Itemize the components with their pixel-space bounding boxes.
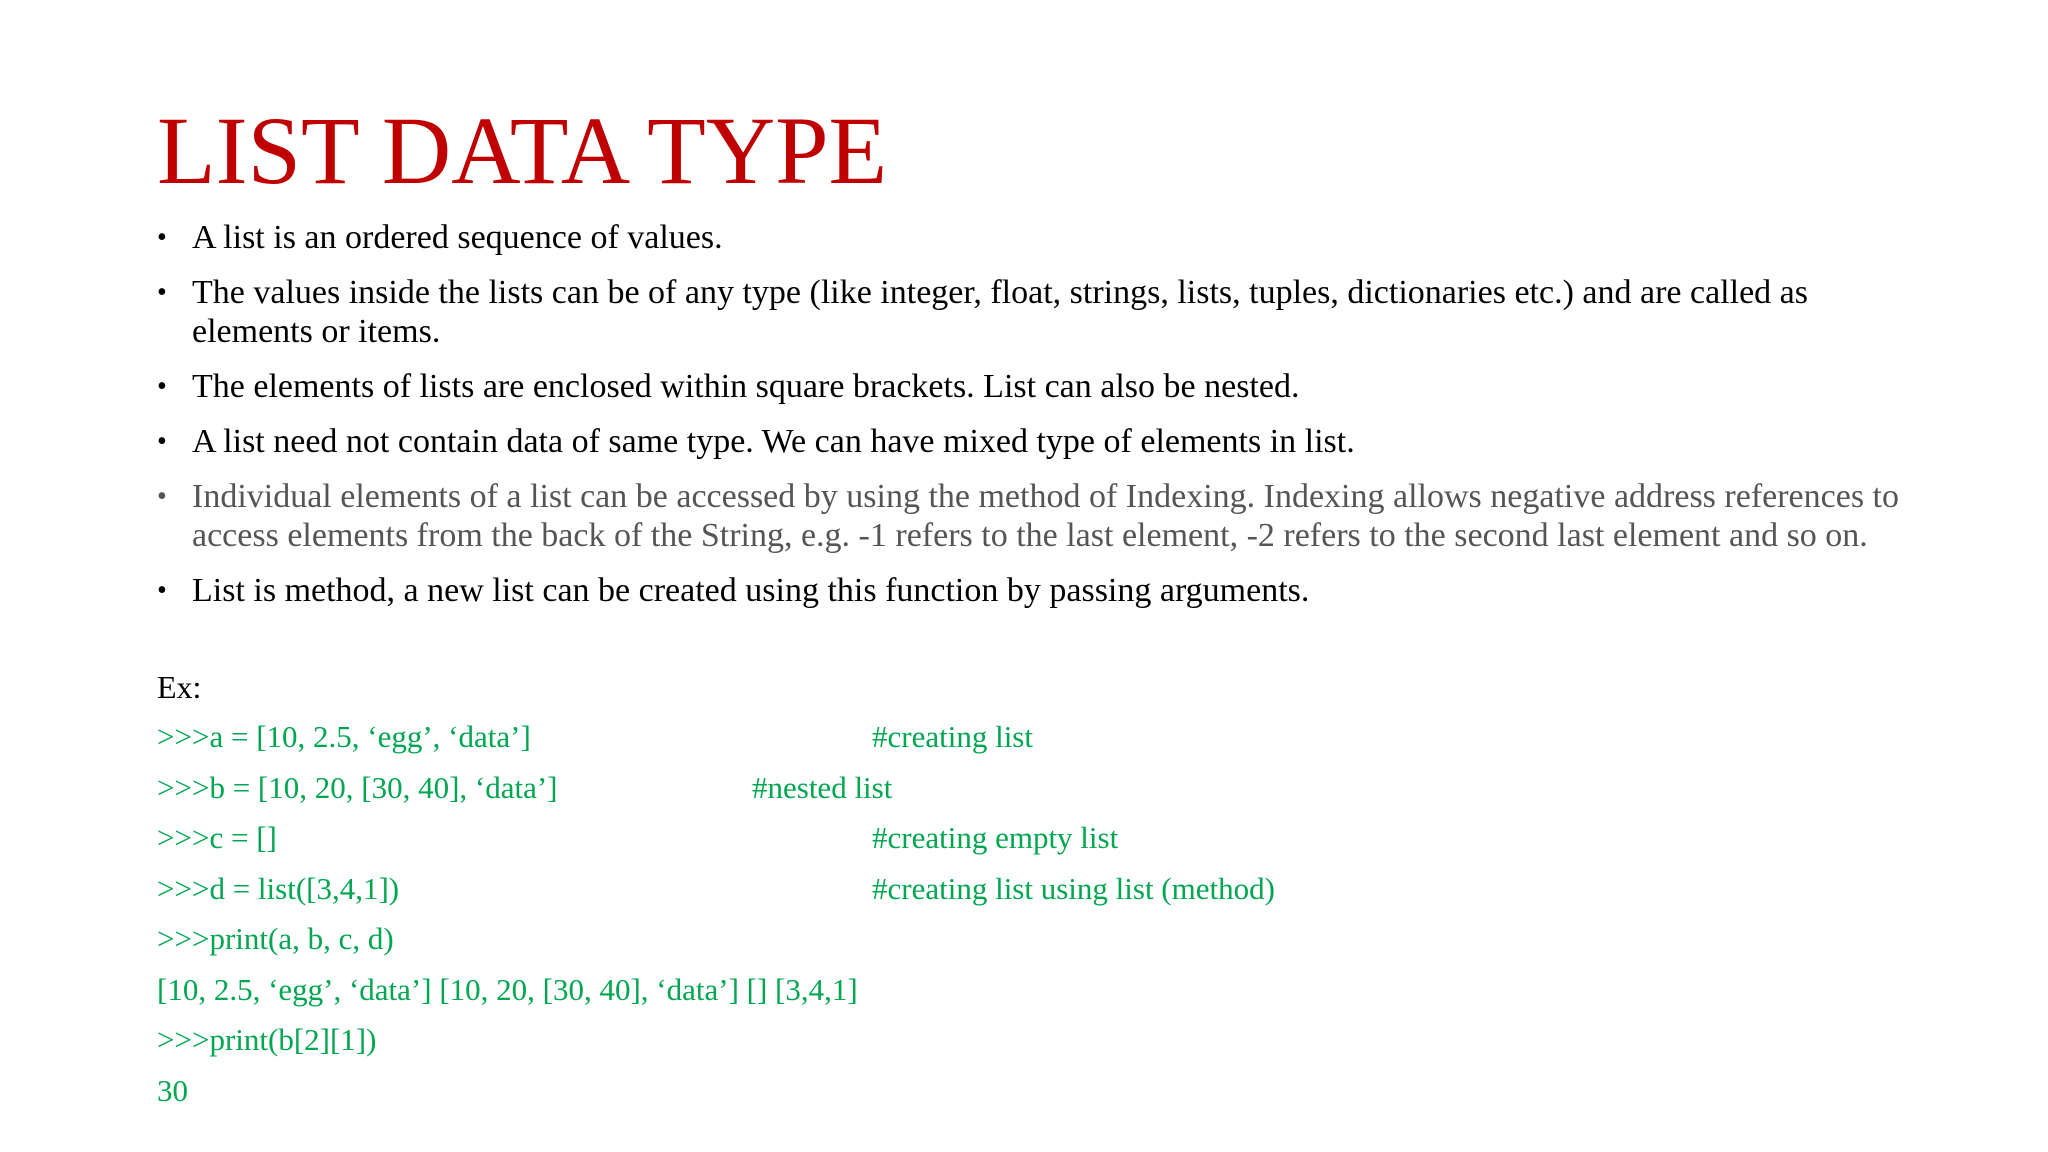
code-statement: >>>print(b[2][1]) xyxy=(157,1022,377,1057)
example-label: Ex: xyxy=(157,669,202,705)
bullet-item xyxy=(157,422,1917,461)
code-statement: >>>d = list([3,4,1]) xyxy=(157,870,400,906)
code-line xyxy=(157,718,1957,769)
bullet-text: List is method, a new list can be created using this function by passing arguments. xyxy=(192,572,1310,609)
code-line xyxy=(157,769,1957,820)
bullet-dot-icon: • xyxy=(157,426,167,457)
slide-title: LIST DATA TYPE xyxy=(157,97,888,204)
code-statement: >>>a = [10, 2.5, ‘egg’, ‘data’] xyxy=(157,719,531,754)
code-output-line xyxy=(157,971,1957,1022)
bullet-item xyxy=(157,218,1917,257)
code-output-line xyxy=(157,1072,1957,1123)
bullet-item xyxy=(157,273,1917,351)
bullet-text: The values inside the lists can be of any type (like integer, float, strings, lists, tuples, dictionaries etc.) and are called as elements or items. xyxy=(192,274,1808,350)
bullet-item xyxy=(157,367,1917,406)
bullet-text: Individual elements of a list can be accessed by using the method of Indexing. Indexing allows negative address references to access elements from the back of the String, e.g. -1 refers to the last element, -2 refers to the second last element and so on. xyxy=(192,478,1900,554)
bullet-item xyxy=(157,571,1917,610)
code-example xyxy=(157,718,1957,1122)
bullet-list xyxy=(157,218,1917,626)
bullet-text: A list is an ordered sequence of values. xyxy=(192,219,723,256)
code-output: 30 xyxy=(157,1072,188,1108)
code-output: [10, 2.5, ‘egg’, ‘data’] [10, 20, [30, 40], ‘data’] [] [3,4,1] xyxy=(157,971,858,1007)
code-line xyxy=(157,819,1957,870)
code-line xyxy=(157,920,1957,971)
code-statement: >>>b = [10, 20, [30, 40], ‘data’] xyxy=(157,769,558,805)
code-statement: >>>print(a, b, c, d) xyxy=(157,921,394,956)
bullet-dot-icon: • xyxy=(157,481,167,512)
bullet-dot-icon: • xyxy=(157,222,167,253)
bullet-text: The elements of lists are enclosed within square brackets. List can also be nested. xyxy=(192,368,1300,405)
bullet-dot-icon: • xyxy=(157,575,167,606)
bullet-text: A list need not contain data of same type. We can have mixed type of elements in list. xyxy=(192,423,1355,460)
code-comment: #nested list xyxy=(752,769,893,805)
bullet-item xyxy=(157,477,1917,555)
code-line xyxy=(157,1021,1957,1072)
bullet-dot-icon: • xyxy=(157,277,167,308)
code-comment: #creating list using list (method) xyxy=(872,870,1275,906)
code-line xyxy=(157,870,1957,921)
code-comment: #creating empty list xyxy=(872,820,1119,855)
code-comment: #creating list xyxy=(872,719,1033,754)
code-statement: >>>c = [] xyxy=(157,820,277,855)
bullet-dot-icon: • xyxy=(157,371,167,402)
